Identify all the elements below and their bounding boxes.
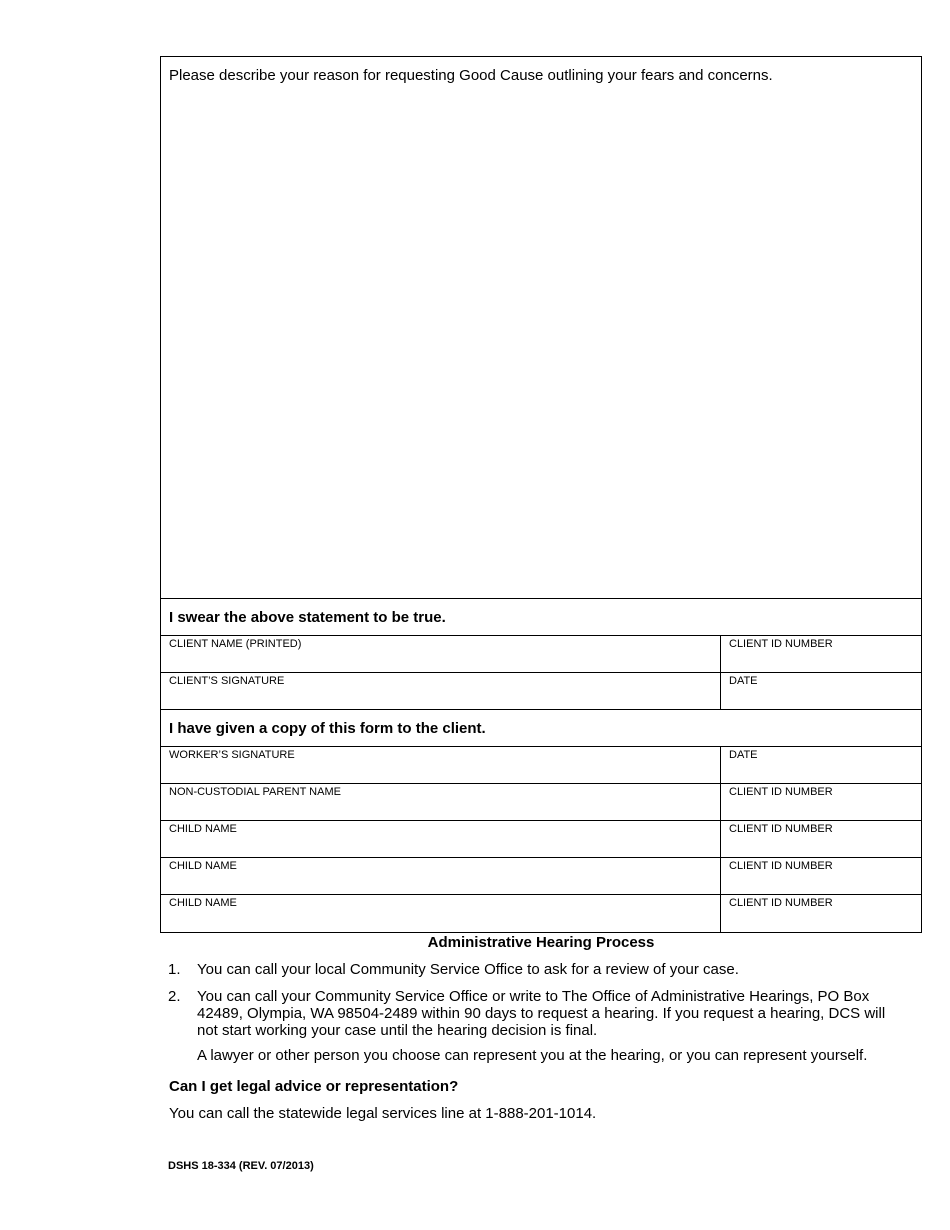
field-label: CLIENT ID NUMBER xyxy=(729,860,833,872)
list-text: You can call your Community Service Office or write to The Office of Administrative Hearings, PO Box 42489, Olympia, WA 98504-2489 within 90 days to request a hearing. If you request a hearing, DCS will not start working your case until the hearing decision is final. xyxy=(197,988,886,1039)
field-label: CLIENT ID NUMBER xyxy=(729,897,833,909)
worker-date-field[interactable] xyxy=(721,747,921,783)
legal-question: Can I get legal advice or representation? xyxy=(169,1078,459,1095)
field-label: DATE xyxy=(729,675,758,687)
field-label: WORKER’S SIGNATURE xyxy=(169,749,295,761)
form-row xyxy=(161,821,921,858)
copy-given-statement: I have given a copy of this form to the client. xyxy=(161,710,921,747)
hearing-section-title: Administrative Hearing Process xyxy=(427,934,655,951)
field-label: CLIENT’S SIGNATURE xyxy=(169,675,285,687)
representation-note: A lawyer or other person you choose can represent you at the hearing, or you can represent yourself. xyxy=(197,1047,868,1064)
description-prompt: Please describe your reason for requesting Good Cause outlining your fears and concerns. xyxy=(169,67,773,84)
list-item xyxy=(168,961,908,978)
field-label: CLIENT ID NUMBER xyxy=(729,638,833,650)
field-label: CHILD NAME xyxy=(169,897,237,909)
field-label: CHILD NAME xyxy=(169,860,237,872)
field-label: CLIENT ID NUMBER xyxy=(729,823,833,835)
form-row xyxy=(161,636,921,673)
hearing-steps-list xyxy=(168,961,908,1064)
form-row xyxy=(161,673,921,710)
child-client-id-field[interactable] xyxy=(721,895,921,932)
ncp-client-id-field[interactable] xyxy=(721,784,921,820)
client-name-field[interactable] xyxy=(161,636,721,672)
child-client-id-field[interactable] xyxy=(721,858,921,894)
field-label: CLIENT ID NUMBER xyxy=(729,786,833,798)
field-label: CLIENT NAME (PRINTED) xyxy=(169,638,302,650)
form-id-footer: DSHS 18-334 (REV. 07/2013) xyxy=(168,1160,314,1172)
list-number: 2. xyxy=(168,988,181,1005)
client-date-field[interactable] xyxy=(721,673,921,709)
good-cause-form xyxy=(160,56,922,933)
list-text: You can call your local Community Service Office to ask for a review of your case. xyxy=(197,961,739,978)
list-number: 1. xyxy=(168,961,181,978)
worker-signature-field[interactable] xyxy=(161,747,721,783)
client-signature-field[interactable] xyxy=(161,673,721,709)
child-client-id-field[interactable] xyxy=(721,821,921,857)
form-row xyxy=(161,784,921,821)
child-name-field[interactable] xyxy=(161,895,721,932)
field-label: CHILD NAME xyxy=(169,823,237,835)
form-row xyxy=(161,858,921,895)
sworn-statement: I swear the above statement to be true. xyxy=(161,599,921,636)
legal-answer: You can call the statewide legal services line at 1-888-201-1014. xyxy=(169,1105,597,1122)
reason-description-field[interactable] xyxy=(161,57,921,599)
child-name-field[interactable] xyxy=(161,821,721,857)
field-label: NON-CUSTODIAL PARENT NAME xyxy=(169,786,341,798)
ncp-name-field[interactable] xyxy=(161,784,721,820)
field-label: DATE xyxy=(729,749,758,761)
list-item xyxy=(168,988,908,1039)
form-row xyxy=(161,747,921,784)
child-name-field[interactable] xyxy=(161,858,721,894)
form-row xyxy=(161,895,921,932)
client-id-field[interactable] xyxy=(721,636,921,672)
